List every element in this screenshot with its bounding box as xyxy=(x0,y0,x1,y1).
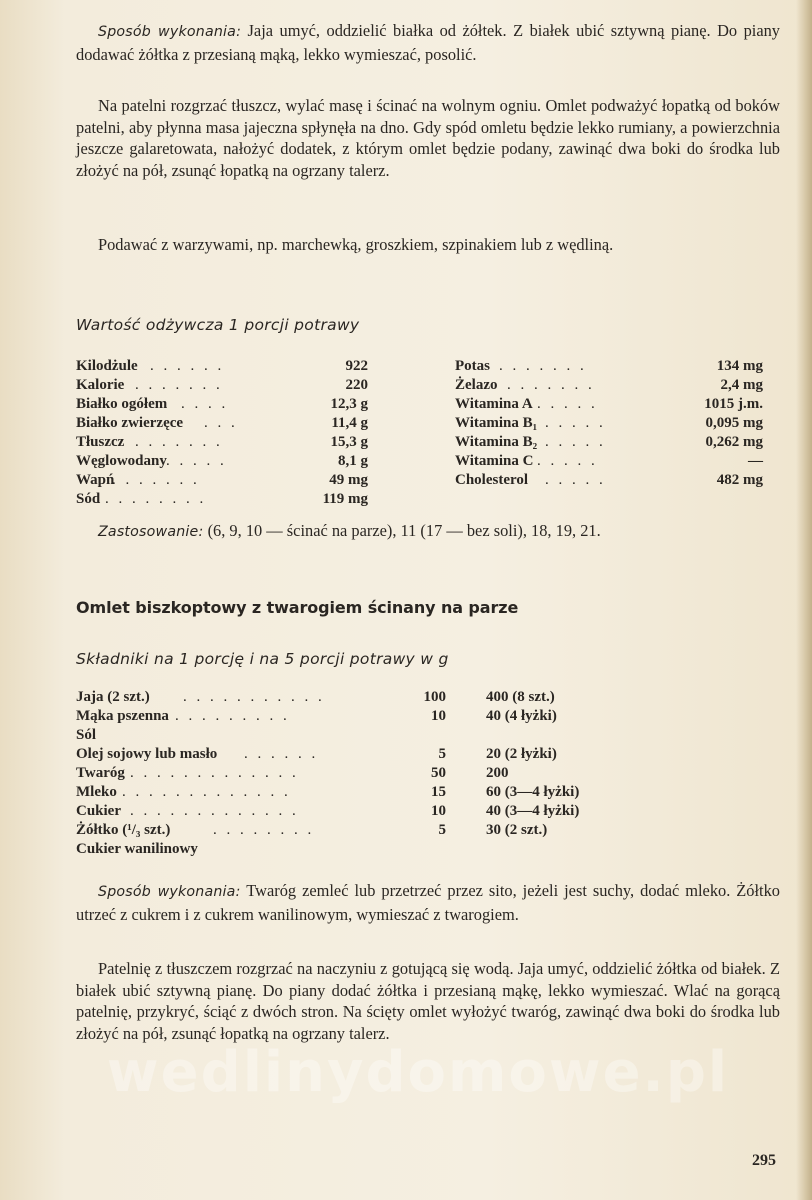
leader-dots: . . . . . . . . . xyxy=(175,708,290,724)
ingredient-row xyxy=(76,764,636,782)
nutrient-value: 8,1 g xyxy=(338,453,368,469)
nutrient-name: Witamina A xyxy=(455,396,533,412)
leader-dots: . . . . . . . xyxy=(112,472,200,488)
recipe-method-text: Twaróg zemleć lub przetrzeć przez sito, jeżeli jest suchy, dodać mleko. Żółtko utrzeć z cukrem i z cukrem wanilinowym, wymieszać z twarogiem. xyxy=(76,881,780,924)
nutrient-name: Żelazo xyxy=(455,377,498,393)
method-paragraph-1 xyxy=(76,20,780,65)
ingredient-row xyxy=(76,707,636,725)
nutrient-name: Witamina C xyxy=(455,453,534,469)
usage-line xyxy=(98,520,788,544)
nutrient-value: 1015 j.m. xyxy=(704,396,763,412)
amount-five-portions: 200 xyxy=(486,765,509,781)
nutrient-name: Białko zwierzęce xyxy=(76,415,184,431)
nutrient-value: 2,4 mg xyxy=(720,377,763,393)
amount-one-portion: 50 xyxy=(431,765,446,781)
nutrient-value: 0,262 mg xyxy=(705,434,763,450)
ingredient-row xyxy=(76,783,636,801)
usage-text: (6, 9, 10 — ścinać na parze), 11 (17 — bez soli), 18, 19, 21. xyxy=(207,521,601,540)
nutrient-name: Kalorie xyxy=(76,377,125,393)
ingredient-name: Mleko xyxy=(76,784,117,800)
nutrient-value: — xyxy=(748,453,763,469)
nutrition-row xyxy=(455,395,763,413)
ingredient-name: Jaja (2 szt.) xyxy=(76,689,150,705)
ingredient-name: Cukier xyxy=(76,803,121,819)
amount-five-portions: 40 (3—4 łyżki) xyxy=(486,803,580,819)
nutrition-heading: Wartość odżywcza 1 porcji potrawy xyxy=(76,316,360,334)
ingredient-name: Sól xyxy=(76,727,97,743)
amount-one-portion: 10 xyxy=(431,803,446,819)
nutrition-row xyxy=(455,433,763,451)
amount-five-portions: 30 (2 szt.) xyxy=(486,822,548,838)
page-number: 295 xyxy=(752,1152,776,1169)
nutrient-value: 482 mg xyxy=(716,472,763,488)
ingredient-name: Olej sojowy lub masło xyxy=(76,746,218,762)
amount-one-portion: 10 xyxy=(431,708,446,724)
usage-label: Zastosowanie: xyxy=(98,524,204,540)
nutrition-row xyxy=(455,452,763,470)
nutrient-name: Kilodżule xyxy=(76,358,138,374)
amount-five-portions: 20 (2 łyżki) xyxy=(486,746,557,762)
leader-dots: . . . . . . . . xyxy=(213,822,315,838)
leader-dots: . . . . . . . xyxy=(135,434,223,450)
nutrition-row xyxy=(455,357,763,375)
nutrient-value: 15,3 g xyxy=(330,434,368,450)
leader-dots: . . . . . . . xyxy=(499,358,587,374)
recipe-method-label: Sposób wykonania: xyxy=(98,884,241,900)
nutrient-name: Wapń xyxy=(76,472,115,488)
nutrition-row xyxy=(76,376,376,394)
nutrient-name: Węglowodany xyxy=(76,453,167,469)
nutrient-value: 220 xyxy=(345,377,368,393)
nutrient-name: Tłuszcz xyxy=(76,434,125,450)
amount-five-portions: 400 (8 szt.) xyxy=(486,689,555,705)
leader-dots: . . . . . xyxy=(537,396,598,412)
amount-one-portion: 5 xyxy=(438,822,446,838)
amount-one-portion: 100 xyxy=(423,689,446,705)
nutrient-name: Cholesterol xyxy=(455,472,529,488)
leader-dots: . . . . . xyxy=(537,453,598,469)
nutrition-row xyxy=(76,433,376,451)
amount-five-portions: 40 (4 łyżki) xyxy=(486,708,557,724)
leader-dots: . . . . . xyxy=(545,472,606,488)
page-edge-shadow xyxy=(796,0,812,1200)
ingredient-row xyxy=(76,840,636,858)
nutrition-row xyxy=(76,414,376,432)
leader-dots: . . . . . xyxy=(545,434,606,450)
method-label: Sposób wykonania: xyxy=(98,24,242,40)
recipe-title: Omlet biszkoptowy z twarogiem ścinany na parze xyxy=(76,598,519,617)
leader-dots: . . . . . . xyxy=(150,358,225,374)
nutrient-value: 0,095 mg xyxy=(705,415,763,431)
leader-dots: . . . . . . . . . . . . . xyxy=(130,803,299,819)
ingredient-name: Twaróg xyxy=(76,765,125,781)
ingredient-row xyxy=(76,821,636,839)
leader-dots: . . . . . . . . . . . xyxy=(183,689,325,705)
ingredient-row xyxy=(76,745,636,763)
leader-dots: . . . . . . . . xyxy=(105,491,207,507)
amount-one-portion: 5 xyxy=(438,746,446,762)
nutrition-row xyxy=(455,414,763,432)
nutrient-name: Sód xyxy=(76,491,101,507)
method-paragraph-3: Podawać z warzywami, np. marchewką, groszkiem, szpinakiem lub z wędliną. xyxy=(98,235,614,254)
nutrient-value: 11,4 g xyxy=(331,415,368,431)
leader-dots: . . . . . . . . . . . . . xyxy=(130,765,299,781)
recipe-method-paragraph-1 xyxy=(76,880,780,925)
ingredient-row xyxy=(76,688,636,706)
nutrient-name: Białko ogółem xyxy=(76,396,168,412)
nutrient-name: Witamina B₂ xyxy=(455,434,538,450)
leader-dots: . . . . . . . xyxy=(135,377,223,393)
watermark: wedlinydomowe.pl xyxy=(106,1040,730,1105)
ingredient-name: Żółtko (¹/₃ szt.) xyxy=(76,822,171,838)
method-paragraph-2: Na patelni rozgrzać tłuszcz, wylać masę i ścinać na wolnym ogniu. Omlet podważyć łopatką od boków patelni, aby płynna masa jajeczna spłynęła na dno. Gdy spód omletu będzie lekko rumiany, a powierzchnia jeszcze galaretowata, nałożyć dodatek, z którym omlet będzie podany, zawinąć dwa boki do środka lub złożyć na pół, zsunąć łopatką na ogrzany talerz. xyxy=(76,96,780,180)
nutrition-row xyxy=(455,471,763,489)
ingredients-heading: Składniki na 1 porcję i na 5 porcji potrawy w g xyxy=(76,650,449,668)
nutrient-value: 922 xyxy=(345,358,368,374)
ingredient-row xyxy=(76,726,636,744)
leader-dots: . . . . . . xyxy=(244,746,319,762)
nutrient-name: Witamina B₁ xyxy=(455,415,538,431)
leader-dots: . . . xyxy=(204,415,238,431)
ingredient-row xyxy=(76,802,636,820)
nutrition-row xyxy=(455,376,763,394)
nutrient-value: 12,3 g xyxy=(330,396,368,412)
nutrition-row xyxy=(76,395,376,413)
leader-dots: . . . . . xyxy=(166,453,227,469)
amount-five-portions: 60 (3—4 łyżki) xyxy=(486,784,580,800)
ingredient-name: Mąka pszenna xyxy=(76,708,169,724)
nutrient-value: 134 mg xyxy=(716,358,763,374)
nutrition-row xyxy=(76,490,376,508)
nutrition-row xyxy=(76,357,376,375)
nutrient-name: Potas xyxy=(455,358,490,374)
ingredient-name: Cukier wanilinowy xyxy=(76,841,198,857)
leader-dots: . . . . . xyxy=(545,415,606,431)
leader-dots: . . . . . . . . . . . . . xyxy=(122,784,291,800)
leader-dots: . . . . . . . xyxy=(507,377,595,393)
nutrient-value: 119 mg xyxy=(322,491,368,507)
amount-one-portion: 15 xyxy=(431,784,446,800)
method-text: Jaja umyć, oddzielić białka od żółtek. Z białek ubić sztywną pianę. Do piany dodawać żółtka z przesianą mąką, lekko wymieszać, posolić. xyxy=(76,21,780,64)
leader-dots: . . . . xyxy=(181,396,229,412)
nutrition-row xyxy=(76,452,376,470)
nutrition-row xyxy=(76,471,376,489)
nutrient-value: 49 mg xyxy=(329,472,368,488)
recipe-method-paragraph-2: Patelnię z tłuszczem rozgrzać na naczyniu z gotującą się wodą. Jaja umyć, oddzielić żółtka od białek. Z białek ubić sztywną pianę. Do piany dodać żółtka i przesianą mąkę, lekko wymieszać. Wlać na gorącą patelnię, przykryć, ściąć z dwóch stron. Na ścięty omlet wyłożyć twaróg, zawinąć dwa boki do środka lub złożyć na pół, zsunąć łopatką na ogrzany talerz. xyxy=(76,959,780,1043)
